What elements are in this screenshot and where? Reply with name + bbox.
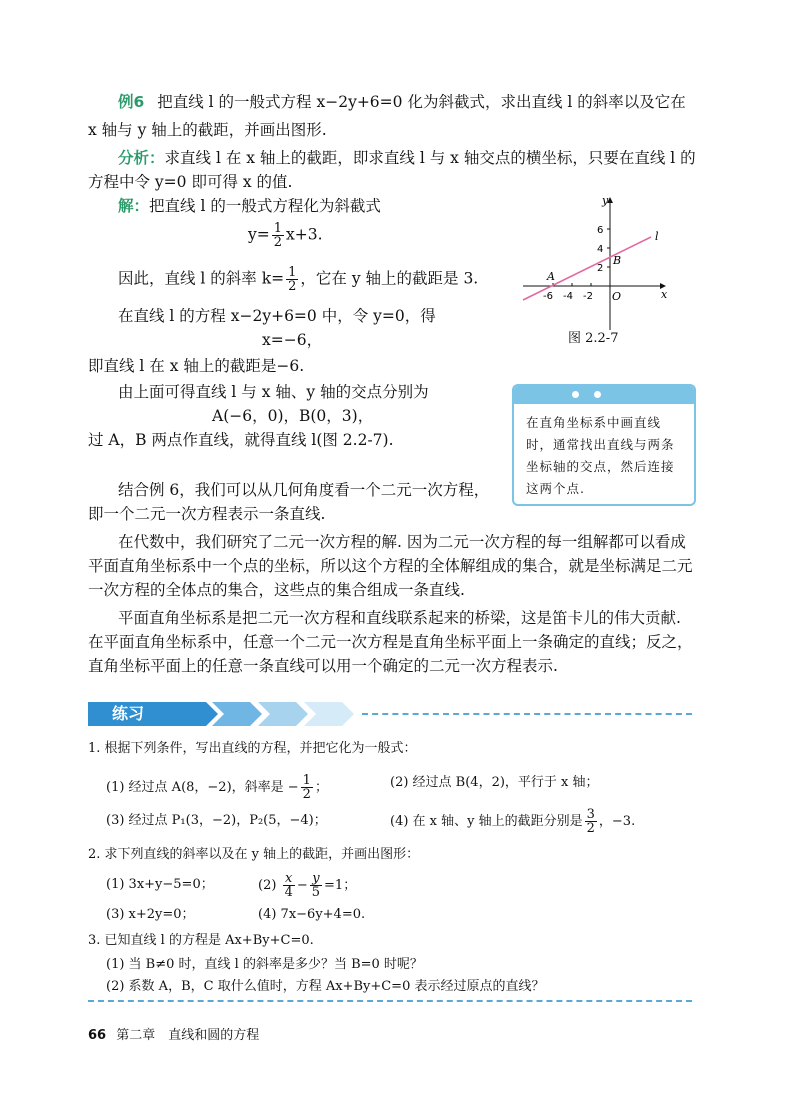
x-value: x=−6， (262, 331, 323, 349)
q2-2-den-2: 5 (311, 885, 321, 900)
analysis-text-1: 求直线 l 在 x 轴上的截距，即求直线 l 与 x 轴交点的横坐标，只要在直线 l 的 (164, 149, 696, 167)
banner-chevron (304, 702, 354, 726)
banner-main (88, 702, 218, 726)
paragraph-2c: 一次方程的全体点的集合，这些点的集合组成一条直线. (88, 581, 465, 599)
banner-chevron (212, 702, 262, 726)
example-label: 例6 (118, 93, 145, 111)
q1-1-pre: (1) 经过点 A(8，−2)，斜率是 − (106, 780, 299, 795)
question-3-1: (1) 当 B≠0 时，直线 l 的斜率是多少？当 B=0 时呢？ (106, 957, 423, 972)
tip-text: 在直角坐标系中画直线时，通常找出直线与两条坐标轴的交点，然后连接这两个点. (526, 415, 675, 496)
y-tick-label-4: 4 (597, 244, 604, 255)
solution-text-1: 把直线 l 的一般式方程化为斜截式 (149, 197, 381, 215)
eq-fraction (272, 222, 284, 249)
page-footer (88, 1024, 259, 1043)
x-tick-label--2: -2 (583, 291, 593, 302)
question-3: 3. 已知直线 l 的方程是 Ax+By+C=0. (88, 933, 314, 948)
paragraph-1a: 结合例 6，我们可以从几何角度看一个二元一次方程， (118, 481, 490, 499)
eq-den: 2 (273, 235, 283, 250)
example-text-1: 把直线 l 的一般式方程 x−2y+6=0 化为斜截式，求出直线 l 的斜率以及它在 (157, 93, 686, 111)
draw-line: 过 A，B 两点作直线，就得直线 l(图 2.2-7). (88, 431, 394, 449)
tip-dot (572, 391, 579, 398)
q2-2-post: =1； (324, 878, 357, 893)
y-tick-label-2: 2 (597, 263, 604, 274)
slope-post: ，它在 y 轴上的截距是 3. (300, 269, 479, 288)
question-2-2 (258, 872, 356, 899)
q2-2-mid: − (296, 878, 308, 893)
paragraph-3b: 在平面直角坐标系中，任意一个二元一次方程是直角坐标平面上一条确定的直线；反之， (88, 633, 693, 651)
line-l-label: l (655, 230, 659, 243)
y-tick-label-6: 6 (597, 225, 604, 236)
paragraph-2a: 在代数中，我们研究了二元一次方程的解. 因为二元一次方程的每一组解都可以看成 (118, 533, 686, 551)
question-3-2: (2) 系数 A，B，C 取什么值时，方程 Ax+By+C=0 表示经过原点的直线？ (106, 979, 545, 994)
origin-label: O (612, 290, 622, 303)
q1-4-fraction (585, 808, 597, 835)
banner-chevron (258, 702, 308, 726)
solution-label: 解： (118, 197, 150, 215)
q1-4-pre: (4) 在 x 轴、y 轴上的截距分别是 (390, 814, 583, 829)
q1-1-post: ； (314, 780, 328, 795)
point-b-label: B (613, 254, 622, 267)
equation-slope-intercept (248, 222, 323, 249)
tip-header (514, 386, 694, 404)
example-heading (118, 92, 686, 112)
figure-caption: 图 2.2-7 (568, 331, 619, 346)
paragraph-2b: 平面直角坐标系中一个点的坐标，所以这个方程的全体解组成的集合，就是坐标满足二元 (88, 557, 693, 575)
exercise-title: 练习 (112, 704, 145, 723)
question-2-4: (4) 7x−6y+4=0. (258, 907, 366, 922)
x-tick-label--6: -6 (543, 291, 553, 302)
question-1-4 (390, 808, 635, 835)
question-2-1: (1) 3x+y−5=0； (106, 877, 214, 892)
question-1: 1. 根据下列条件，写出直线的方程，并把它化为一般式： (88, 741, 417, 756)
question-2-3: (3) x+2y=0； (106, 907, 195, 922)
slope-statement (118, 266, 478, 293)
slope-den: 2 (288, 279, 297, 294)
paragraph-3a: 平面直角坐标系是把二元一次方程和直线联系起来的桥梁，这是笛卡儿的伟大贡献. (118, 609, 681, 627)
slope-pre: 因此，直线 l 的斜率 k= (118, 269, 285, 288)
figure-graph (515, 190, 675, 340)
tip-dot (594, 391, 601, 398)
q2-2-fraction-1 (283, 872, 295, 899)
q2-2-pre: (2) (258, 878, 277, 893)
example-text-2: x 轴与 y 轴上的截距，并画出图形. (88, 121, 327, 139)
paragraph-1b: 即一个二元一次方程表示一条直线. (88, 505, 326, 523)
question-2: 2. 求下列直线的斜率以及在 y 轴上的截距，并画出图形： (88, 847, 420, 862)
eq-num: 1 (273, 221, 283, 236)
question-1-3: (3) 经过点 P₁(3，−2)，P₂(5，−4)； (106, 813, 327, 828)
banner-divider (362, 713, 692, 715)
eq-left: y= (248, 225, 270, 244)
chapter-title: 第二章 直线和圆的方程 (116, 1028, 260, 1043)
q1-1-den: 2 (302, 787, 311, 802)
question-1-2: (2) 经过点 B(4，2)，平行于 x 轴； (390, 775, 599, 790)
analysis-label: 分析： (118, 149, 165, 167)
bottom-divider (88, 1000, 692, 1002)
point-a-label: A (547, 270, 555, 283)
points: A(−6，0)，B(0，3)， (212, 407, 374, 425)
points-intro: 由上面可得直线 l 与 x 轴、y 轴的交点分别为 (118, 383, 429, 401)
q2-2-fraction-2 (310, 872, 322, 899)
q1-1-fraction (301, 774, 313, 801)
paragraph-3c: 直角坐标平面上的任意一条直线可以用一个确定的二元一次方程表示. (88, 657, 558, 675)
question-1-1 (106, 774, 328, 801)
set-y-zero: 在直线 l 的方程 x−2y+6=0 中，令 y=0，得 (118, 307, 436, 325)
q2-2-num-2: y (310, 872, 322, 886)
page-number: 66 (88, 1028, 107, 1043)
eq-right: x+3. (286, 225, 323, 244)
slope-num: 1 (288, 265, 297, 280)
q1-4-den: 2 (586, 821, 595, 836)
q1-4-post: ，−3. (598, 814, 636, 829)
x-tick-label--4: -4 (563, 291, 573, 302)
tip-box (512, 384, 696, 506)
solution-line-1 (118, 196, 381, 216)
analysis-line-1 (118, 148, 696, 168)
q1-4-num: 3 (586, 807, 595, 822)
analysis-text-2: 方程中令 y=0 即可得 x 的值. (88, 173, 293, 191)
q2-2-num-1: x (283, 872, 295, 886)
x-intercept: 即直线 l 在 x 轴上的截距是−6. (88, 357, 305, 375)
x-axis-label: x (661, 288, 668, 301)
q1-1-num: 1 (302, 773, 311, 788)
slope-fraction (286, 266, 298, 293)
q2-2-den-1: 4 (284, 885, 293, 900)
y-axis-label: y (602, 194, 609, 207)
